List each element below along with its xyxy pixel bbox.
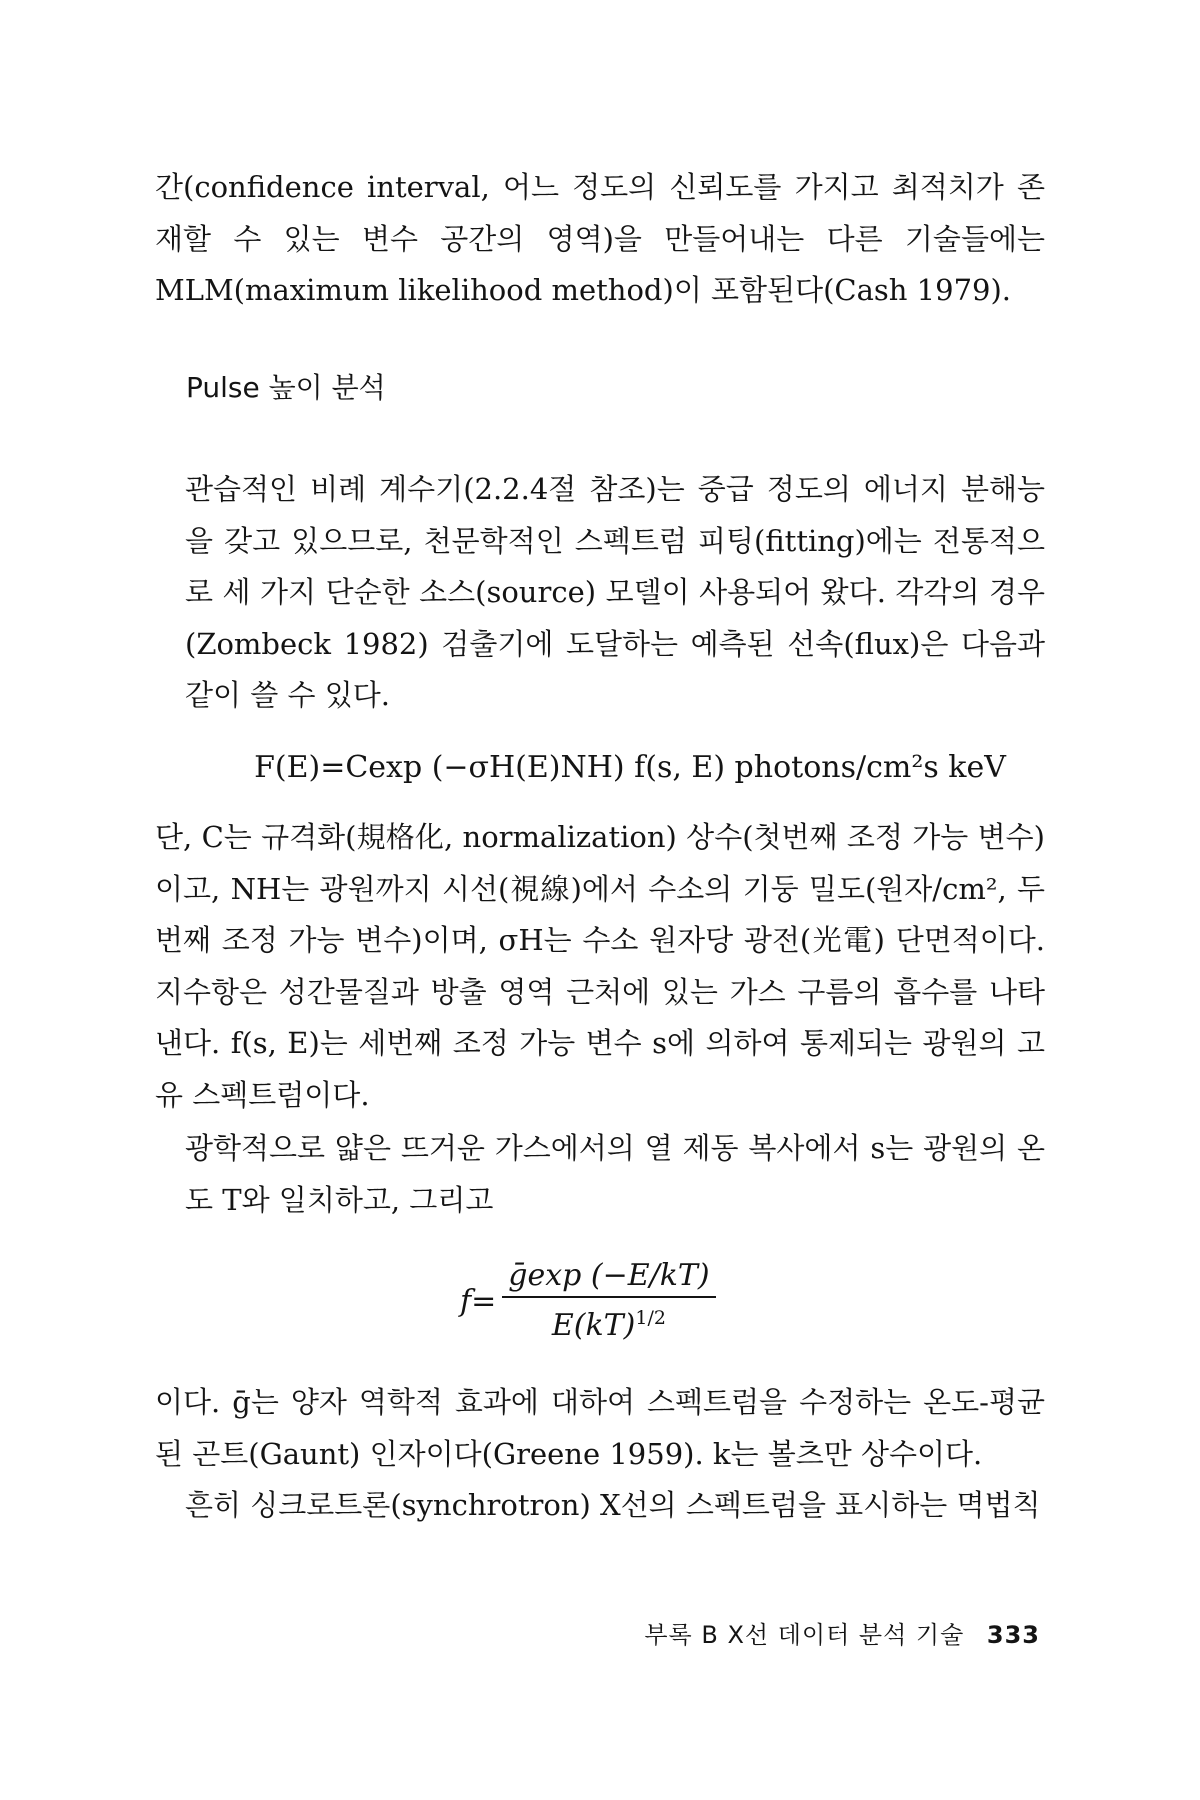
paragraph-text: 간(confidence interval, 어느 정도의 신뢰도를 가지고 최적치가 존재할 수 있는 변수 공간의 영역)을 만들어내는 다른 기술들에는 MLM(maximum likelihood method)이 포함된다(Cash 1979). bbox=[155, 170, 1045, 307]
fraction-denominator bbox=[552, 1298, 666, 1344]
fraction-numerator: ḡexp (−E/kT) bbox=[502, 1258, 715, 1298]
page-number: 333 bbox=[986, 1621, 1040, 1649]
paragraph-text: 단, C는 규격화(規格化, normalization) 상수(첫번째 조정 가능 변수)이고, NH는 광원까지 시선(視線)에서 수소의 기둥 밀도(원자/cm², 두번째 조정 가능 변수)이며, σH는 수소 원자당 광전(光電) 단면적이다. 지수항은 성간물질과 방출 영역 근처에 있는 가스 구름의 흡수를 나타낸다. f(s, E)는 세번째 조정 가능 변수 s에 의하여 통제되는 광원의 고유 스펙트럼이다. bbox=[155, 820, 1045, 1112]
paragraph-confidence-interval bbox=[155, 162, 1045, 317]
equation-lhs: f= bbox=[460, 1283, 497, 1319]
paragraph-text: 관습적인 비례 계수기(2.2.4절 참조)는 중급 정도의 에너지 분해능을 갖고 있으므로, 천문학적인 스펙트럼 피팅(fitting)에는 전통적으로 세 가지 단순한 소스(source) 모델이 사용되어 왔다. 각각의 경우(Zombeck 1982) 검출기에 도달하는 예측된 선속(flux)은 다음과 같이 쓸 수 있다. bbox=[185, 472, 1045, 712]
paragraph-text: 이다. ḡ는 양자 역학적 효과에 대하여 스펙트럼을 수정하는 온도-평균된 곤트(Gaunt) 인자이다(Greene 1959). k는 볼츠만 상수이다. bbox=[155, 1385, 1045, 1471]
paragraph-gaunt-factor bbox=[155, 1377, 1045, 1532]
denominator-base: E(kT) bbox=[551, 1308, 636, 1343]
paragraph-thermal-bremsstrahlung bbox=[155, 1123, 1045, 1226]
denominator-exponent: 1/2 bbox=[635, 1307, 666, 1329]
paragraph-proportional-counter bbox=[155, 464, 1045, 722]
section-heading: Pulse 높이 분석 bbox=[186, 371, 386, 404]
flux-equation: F(E)=Cexp (−σH(E)NH) f(s, E) photons/cm²s keV bbox=[254, 750, 1006, 785]
paragraph-power-law: 흔히 싱크로트론(synchrotron) X선의 스펙트럼을 표시하는 멱법칙 bbox=[185, 1488, 1041, 1522]
fraction bbox=[502, 1258, 715, 1344]
running-title: 부록 B X선 데이터 분석 기술 bbox=[644, 1621, 965, 1649]
paragraph-parameter-definitions bbox=[155, 812, 1045, 1121]
paragraph-text: 광학적으로 얇은 뜨거운 가스에서의 열 제동 복사에서 s는 광원의 온도 T와 일치하고, 그리고 bbox=[185, 1131, 1045, 1217]
bremsstrahlung-equation bbox=[460, 1258, 716, 1344]
page-footer bbox=[644, 1620, 1040, 1650]
